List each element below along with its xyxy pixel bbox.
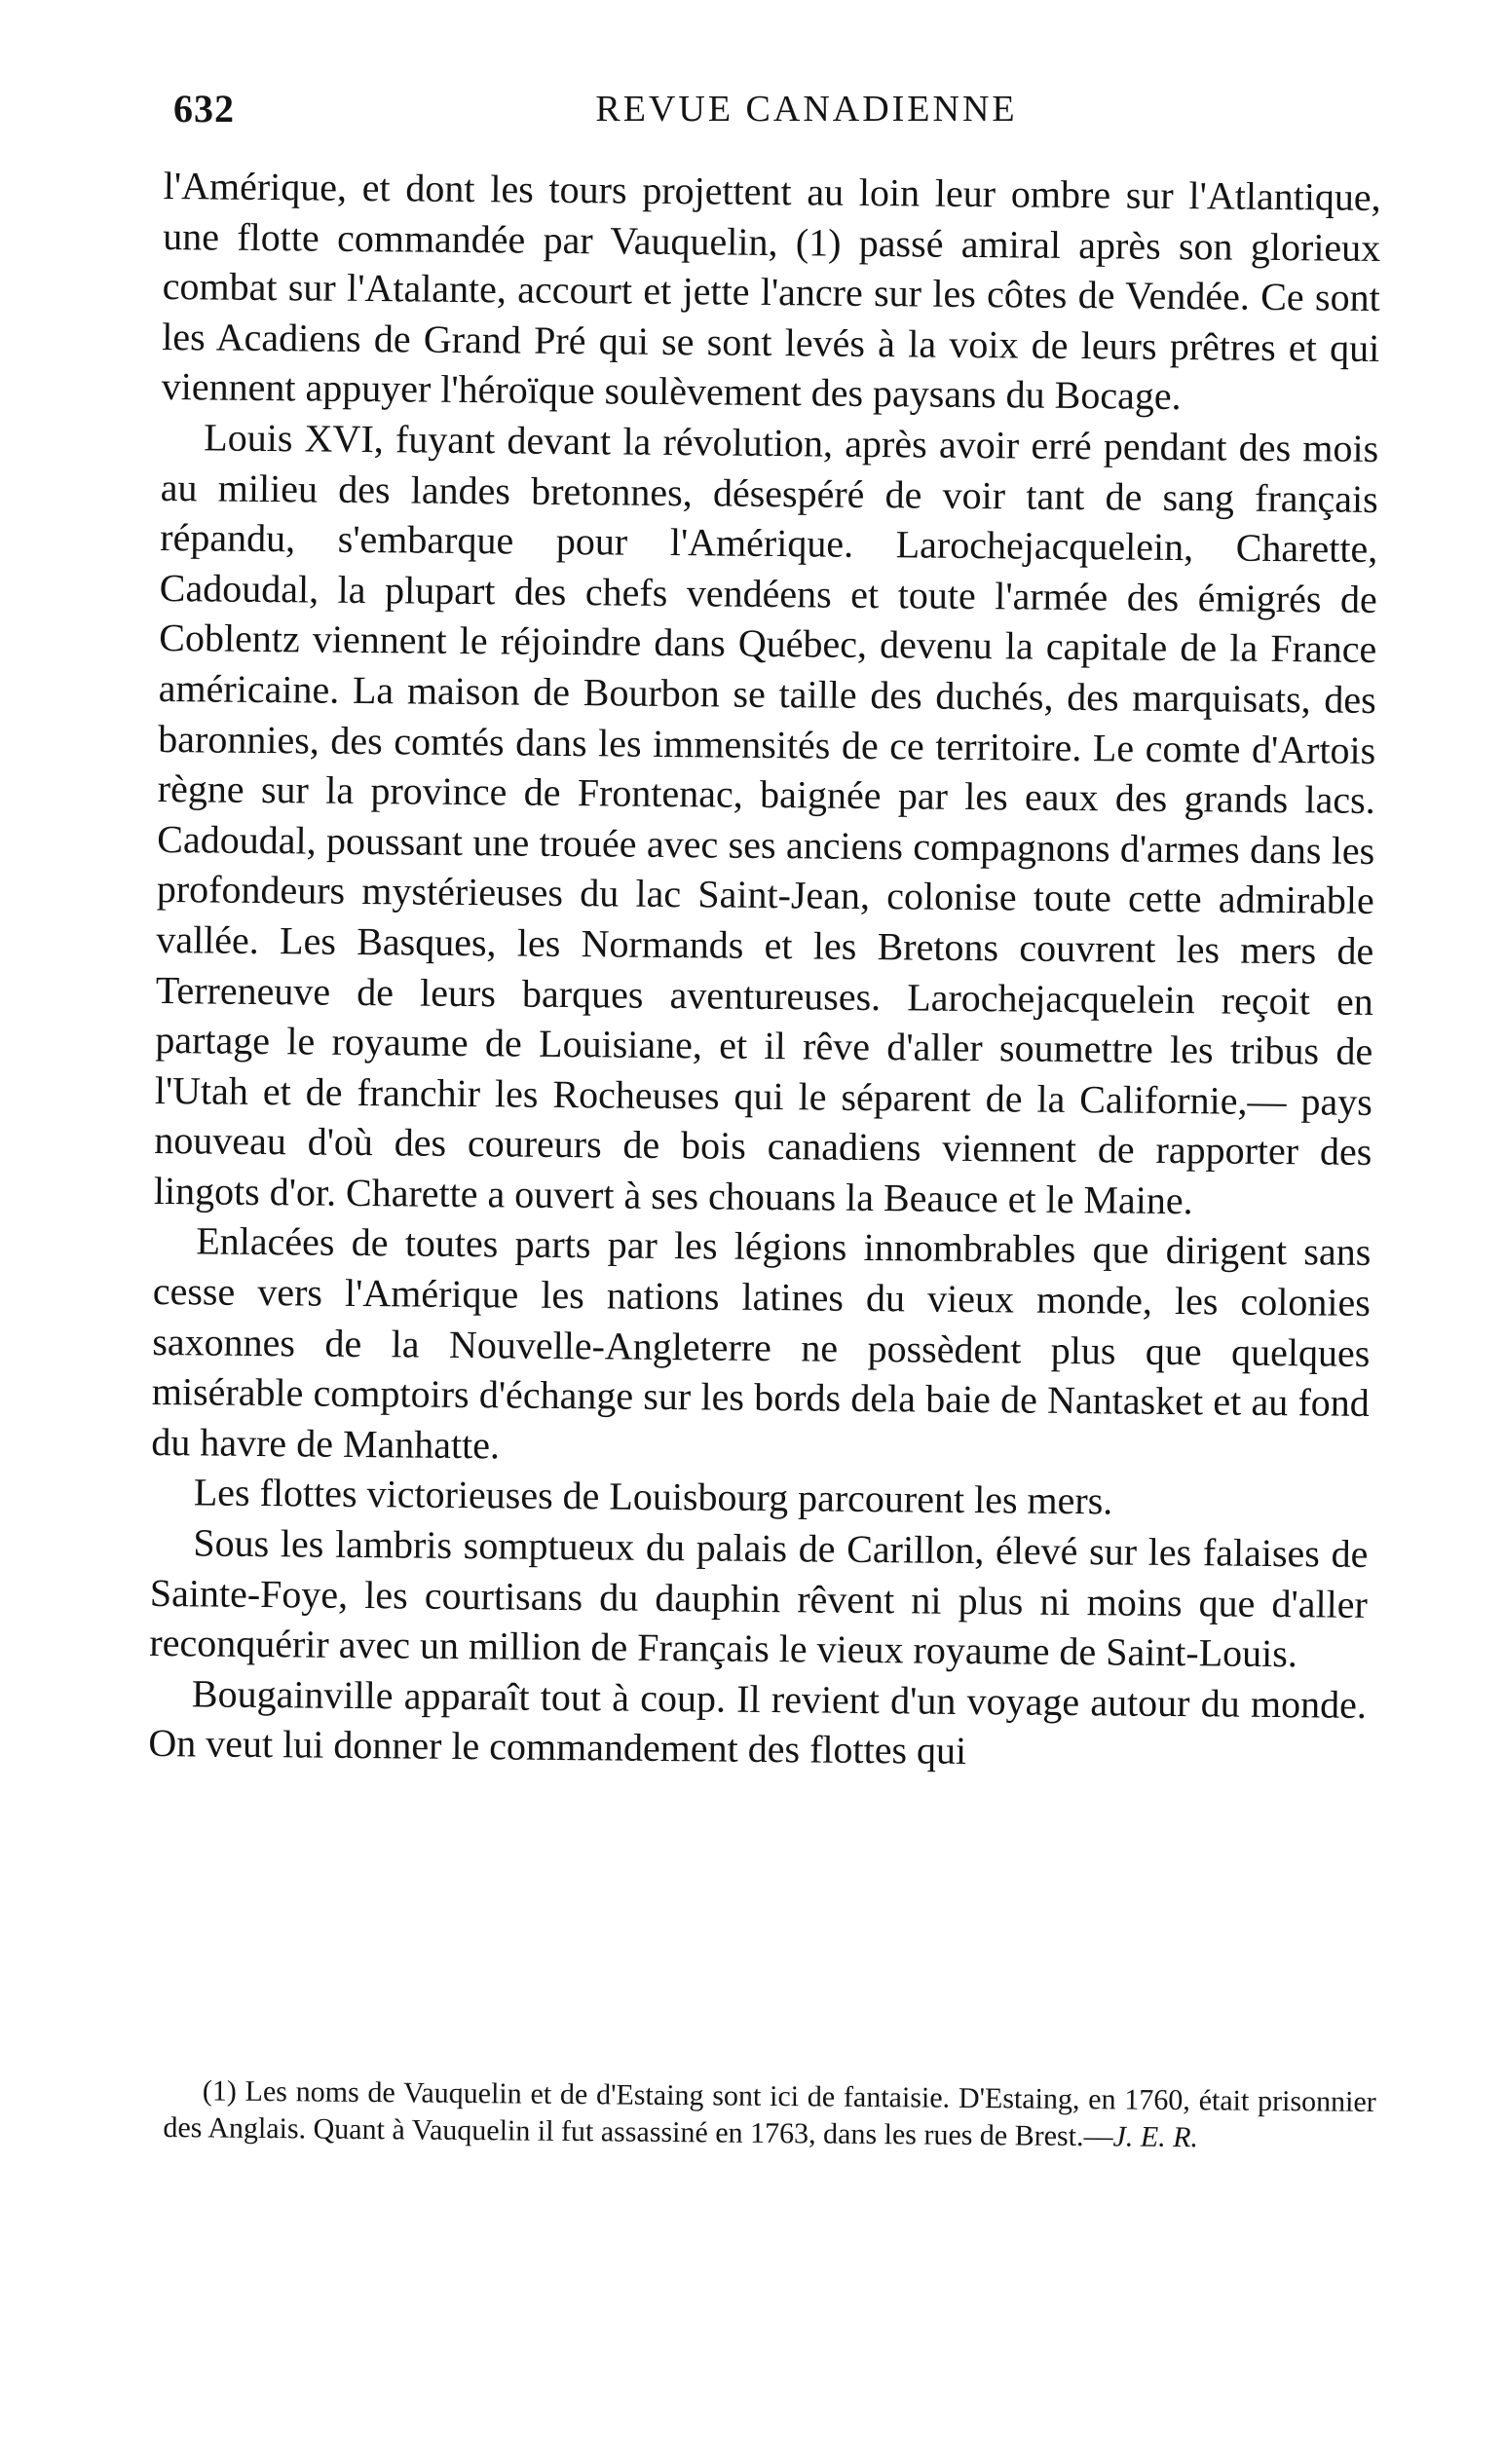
paragraph-1: l'Amérique, et dont les tours projettent au loin leur ombre sur l'Atlantique, une flotte commandée par Vauquelin, (1) passé amiral après son glorieux combat sur l'Atalante, accourt et jette l'ancre sur les côtes de Vendée. Ce sont les Acadiens de Grand Pré qui se sont levés à la voix de leurs prêtres et qui viennent appuyer l'héroïque soulèvement des paysans du Bocage. (161, 163, 1381, 419)
footnote-text: (1) Les noms de Vauquelin et de d'Estaing sont ici de fantaisie. D'Estaing, en 1760, était prisonnier des Anglais. Quant à Vauquelin il fut assassiné en 1763, dans les rues de Brest.— (163, 2074, 1376, 2153)
footnote-text-block (163, 2072, 1376, 2158)
footnote-signature: J. E. R. (1112, 2120, 1199, 2154)
running-head (173, 86, 1381, 144)
paragraph-4: Les flottes victorieuses de Louisbourg parcourent les mers. (193, 1470, 1113, 1523)
paragraph-2: Louis XVI, fuyant devant la révolution, après avoir erré pendant des mois au milieu des landes bretonnes, désespéré de voir tant de sang français répandu, s'embarque pour l'Amérique. Larochejacquelein, Charette, Cadoudal, la plupart des chefs vendéens et toute l'armée des émigrés de Coblentz viennent le réjoindre dans Québec, devenu la capitale de la France américaine. La maison de Bourbon se taille des duchés, des marquisats, des baronnies, des comtés dans les immensités de ce territoire. Le comte d'Artois règne sur la province de Frontenac, baignée par les eaux des grands lacs. Cadoudal, poussant une trouée avec ses anciens compagnons d'armes dans les profondeurs mystérieuses du lac Saint-Jean, colonise toute cette admirable vallée. Les Basques, les Normands et les Bretons couvrent les mers de Terreneuve de leurs barques aventureuses. Larochejacquelein reçoit en partage le royaume de Louisiane, et il rêve d'aller soumettre les tribus de l'Utah et de franchir les Rocheuses qui le séparent de la Californie,— pays nouveau d'où des coureurs de bois canadiens viennent de rapporter des lingots d'or. Charette a ouvert à ses chouans la Beauce et le Maine. (153, 415, 1379, 1223)
paragraph-6: Bougainville apparaît tout à coup. Il revient d'un voyage autour du monde. On veut lui donner le commandement des flottes qui (148, 1671, 1368, 1773)
body-text (148, 161, 1381, 1780)
page-number: 632 (173, 87, 235, 131)
paragraph-3: Enlacées de toutes parts par les légions innombrables que dirigent sans cesse vers l'Amérique les nations latines du vieux monde, les colonies saxonnes de la Nouvelle-Angleterre ne possèdent plus que quelques misérable comptoirs d'échange sur les bords dela baie de Nantasket et au fond du havre de Manhatte. (151, 1218, 1372, 1468)
footnote (163, 2072, 1376, 2158)
paragraph-5: Sous les lambris somptueux du palais de Carillon, élevé sur les falaises de Sainte-Foye, les courtisans du dauphin rêvent ni plus ni moins que d'aller reconquérir avec un million de Français le vieux royaume de Saint-Louis. (149, 1520, 1369, 1676)
journal-title: REVUE CANADIENNE (595, 89, 1018, 130)
